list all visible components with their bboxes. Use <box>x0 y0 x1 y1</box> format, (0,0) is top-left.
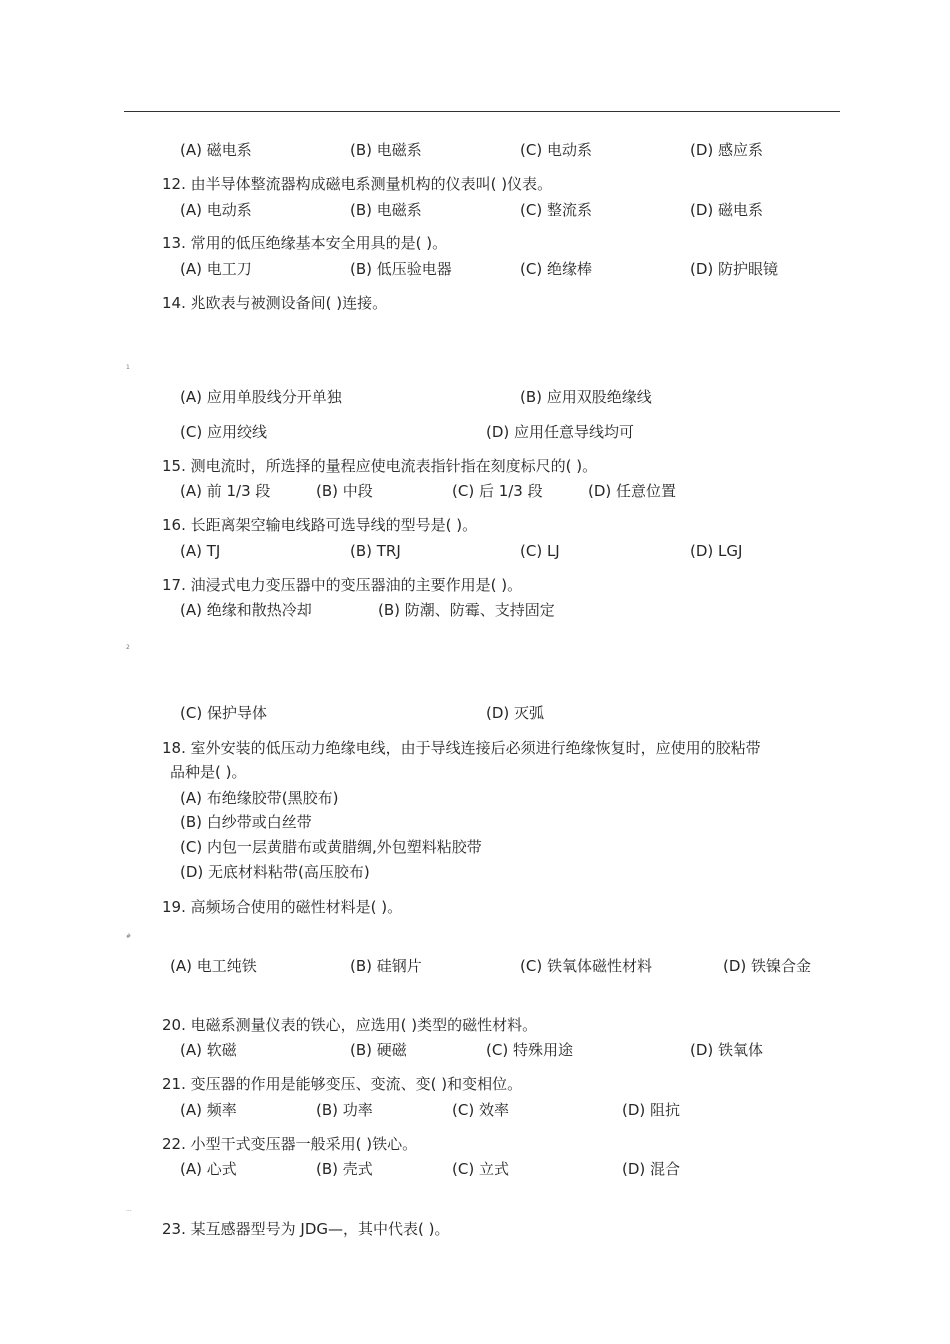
q12-option-d: (D) 磁电系 <box>690 201 764 219</box>
q22-option-a: (A) 心式 <box>180 1160 237 1178</box>
q15-option-c: (C) 后 1/3 段 <box>452 482 543 500</box>
q13-option-d: (D) 防护眼镜 <box>690 260 779 278</box>
q15-option-a: (A) 前 1/3 段 <box>180 482 271 500</box>
q16-option-b: (B) TRJ <box>350 542 401 560</box>
q17-option-d: (D) 灭弧 <box>486 704 545 722</box>
q18-option-d: (D) 无底材料粘带(高压胶布) <box>180 863 370 881</box>
q19-option-a: (A) 电工纯铁 <box>170 957 257 975</box>
q13-option-b: (B) 低压验电器 <box>350 260 452 278</box>
q21-option-c: (C) 效率 <box>452 1101 509 1119</box>
q12-option-b: (B) 电磁系 <box>350 201 422 219</box>
q11-option-c: (C) 电动系 <box>520 141 592 159</box>
q12-option-a: (A) 电动系 <box>180 201 252 219</box>
q19-option-b: (B) 硅钢片 <box>350 957 422 975</box>
q16-stem: 16. 长距离架空输电线路可选导线的型号是( )。 <box>162 516 478 534</box>
q14-option-c: (C) 应用绞线 <box>180 423 267 441</box>
q18-option-c: (C) 内包一层黄腊布或黄腊绸,外包塑料粘胶带 <box>180 838 482 856</box>
q20-option-d: (D) 铁氧体 <box>690 1041 764 1059</box>
q18-option-b: (B) 白纱带或白丝带 <box>180 813 312 831</box>
q14-option-d: (D) 应用任意导线均可 <box>486 423 635 441</box>
q16-option-c: (C) LJ <box>520 542 560 560</box>
q21-option-a: (A) 频率 <box>180 1101 237 1119</box>
q13-option-a: (A) 电工刀 <box>180 260 252 278</box>
q18-option-a: (A) 布绝缘胶带(黑胶布) <box>180 789 339 807</box>
margin-mark: 2 <box>126 644 130 651</box>
q11-option-a: (A) 磁电系 <box>180 141 252 159</box>
q16-option-d: (D) LGJ <box>690 542 743 560</box>
q18-stem-line1: 18. 室外安装的低压动力绝缘电线，由于导线连接后必须进行绝缘恢复时，应使用的胶粘带 <box>162 739 761 757</box>
q22-option-d: (D) 混合 <box>622 1160 681 1178</box>
q17-stem: 17. 油浸式电力变压器中的变压器油的主要作用是( )。 <box>162 576 523 594</box>
q14-option-a: (A) 应用单股线分开单独 <box>180 388 342 406</box>
q21-stem: 21. 变压器的作用是能够变压、变流、变( )和变相位。 <box>162 1075 523 1093</box>
q23-stem: 23. 某互感器型号为 JDG—，其中代表( )。 <box>162 1220 450 1238</box>
q22-option-b: (B) 壳式 <box>316 1160 373 1178</box>
q22-stem: 22. 小型干式变压器一般采用( )铁心。 <box>162 1135 418 1153</box>
q13-option-c: (C) 绝缘棒 <box>520 260 592 278</box>
q14-stem: 14. 兆欧表与被测设备间( )连接。 <box>162 294 388 312</box>
margin-mark: # <box>126 933 132 940</box>
q11-option-d: (D) 感应系 <box>690 141 764 159</box>
q16-option-a: (A) TJ <box>180 542 221 560</box>
q15-stem: 15. 测电流时，所选择的量程应使电流表指针指在刻度标尺的( )。 <box>162 457 598 475</box>
q22-option-c: (C) 立式 <box>452 1160 509 1178</box>
q18-stem-line2: 品种是( )。 <box>170 763 247 781</box>
q17-option-b: (B) 防潮、防霉、支持固定 <box>378 601 555 619</box>
q19-stem: 19. 高频场合使用的磁性材料是( )。 <box>162 898 403 916</box>
q17-option-c: (C) 保护导体 <box>180 704 267 722</box>
q17-option-a: (A) 绝缘和散热冷却 <box>180 601 312 619</box>
q20-stem: 20. 电磁系测量仪表的铁心，应选用( )类型的磁性材料。 <box>162 1016 538 1034</box>
q12-stem: 12. 由半导体整流器构成磁电系测量机构的仪表叫( )仪表。 <box>162 175 553 193</box>
q21-option-d: (D) 阻抗 <box>622 1101 681 1119</box>
header-rule <box>124 111 840 112</box>
q20-option-c: (C) 特殊用途 <box>486 1041 573 1059</box>
q20-option-b: (B) 硬磁 <box>350 1041 407 1059</box>
q15-option-b: (B) 中段 <box>316 482 373 500</box>
q19-option-d: (D) 铁镍合金 <box>723 957 812 975</box>
margin-mark: 1 <box>126 364 130 371</box>
q13-stem: 13. 常用的低压绝缘基本安全用具的是( )。 <box>162 234 448 252</box>
q20-option-a: (A) 软磁 <box>180 1041 237 1059</box>
q15-option-d: (D) 任意位置 <box>588 482 677 500</box>
margin-mark: ... <box>126 1206 132 1213</box>
q21-option-b: (B) 功率 <box>316 1101 373 1119</box>
q14-option-b: (B) 应用双股绝缘线 <box>520 388 652 406</box>
q11-option-b: (B) 电磁系 <box>350 141 422 159</box>
q19-option-c: (C) 铁氧体磁性材料 <box>520 957 652 975</box>
q12-option-c: (C) 整流系 <box>520 201 592 219</box>
